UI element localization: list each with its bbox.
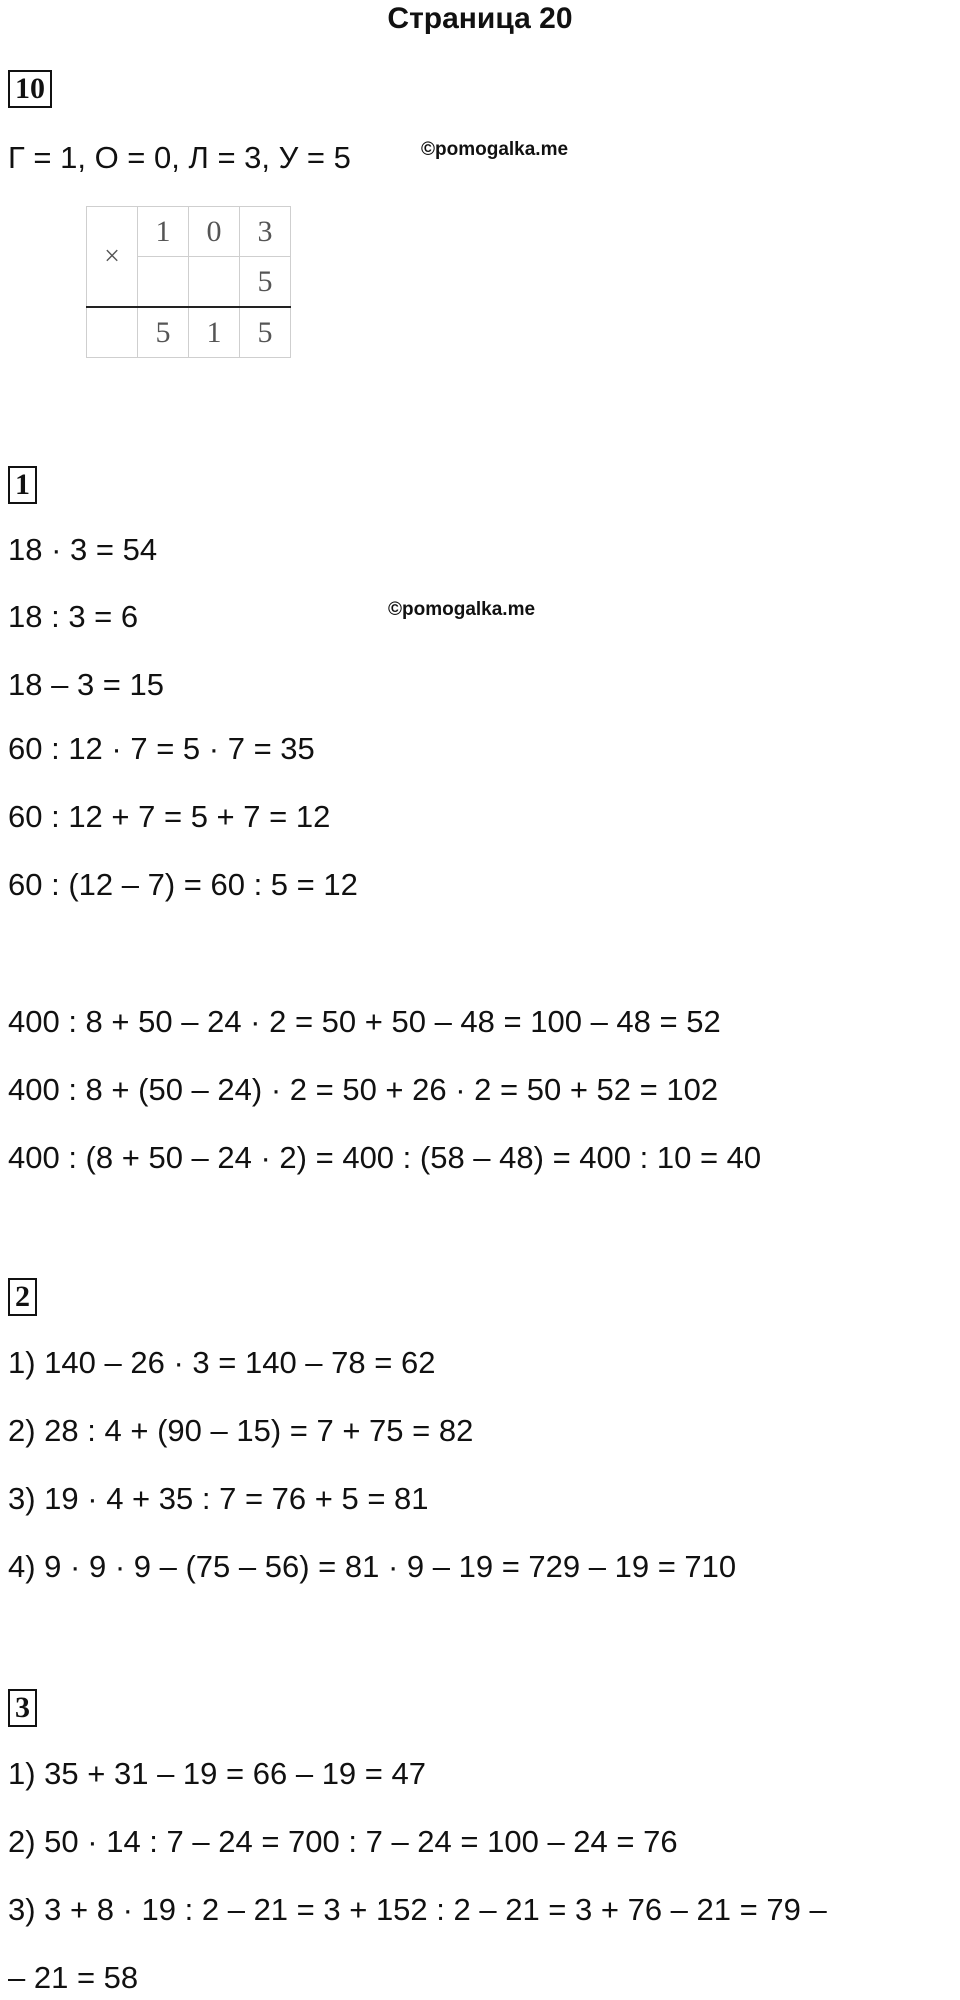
- task10-line: Г = 1, О = 0, Л = 3, У = 5: [8, 140, 351, 175]
- task2-line: 4) 9 · 9 · 9 – (75 – 56) = 81 · 9 – 19 = 729 – 19 = 710: [8, 1549, 737, 1584]
- task-number-10: 10: [8, 70, 52, 108]
- table-cell: 5: [138, 307, 189, 358]
- page-title: Страница 20: [387, 2, 573, 35]
- table-cell: 3: [240, 207, 291, 257]
- task1-line: 18 · 3 = 54: [8, 532, 158, 567]
- table-cell: 5: [240, 257, 291, 308]
- task2-line: 3) 19 · 4 + 35 : 7 = 76 + 5 = 81: [8, 1481, 429, 1516]
- task-number-2: 2: [8, 1278, 37, 1316]
- task1-line: 400 : 8 + 50 – 24 · 2 = 50 + 50 – 48 = 100 – 48 = 52: [8, 1004, 721, 1039]
- task-number-3: 3: [8, 1689, 37, 1727]
- table-cell: 0: [189, 207, 240, 257]
- task3-line: 1) 35 + 31 – 19 = 66 – 19 = 47: [8, 1756, 426, 1791]
- task2-line: 2) 28 : 4 + (90 – 15) = 7 + 75 = 82: [8, 1413, 474, 1448]
- multiply-sign: ×: [87, 207, 138, 308]
- multiplication-table: [86, 206, 291, 358]
- task1-line: 60 : 12 · 7 = 5 · 7 = 35: [8, 731, 315, 766]
- task3-line: 2) 50 · 14 : 7 – 24 = 700 : 7 – 24 = 100 – 24 = 76: [8, 1824, 678, 1859]
- table-cell: 5: [240, 307, 291, 358]
- table-cell: 1: [189, 307, 240, 358]
- task3-line: – 21 = 58: [8, 1960, 139, 1995]
- task1-line: 400 : 8 + (50 – 24) · 2 = 50 + 26 · 2 = 50 + 52 = 102: [8, 1072, 719, 1107]
- task1-line: 400 : (8 + 50 – 24 · 2) = 400 : (58 – 48) = 400 : 10 = 40: [8, 1140, 762, 1175]
- task1-line: 60 : (12 – 7) = 60 : 5 = 12: [8, 867, 358, 902]
- watermark: ©pomogalka.me: [388, 599, 536, 620]
- task1-line: 18 – 3 = 15: [8, 667, 164, 702]
- table-cell: [138, 257, 189, 308]
- task1-line: 18 : 3 = 6: [8, 599, 139, 634]
- table-cell: [189, 257, 240, 308]
- watermark: ©pomogalka.me: [421, 139, 569, 160]
- task3-line: 3) 3 + 8 · 19 : 2 – 21 = 3 + 152 : 2 – 21 = 3 + 76 – 21 = 79 –: [8, 1892, 827, 1927]
- table-cell: 1: [138, 207, 189, 257]
- task-number-1: 1: [8, 466, 37, 504]
- task1-line: 60 : 12 + 7 = 5 + 7 = 12: [8, 799, 331, 834]
- table-cell: [87, 307, 138, 358]
- task2-line: 1) 140 – 26 · 3 = 140 – 78 = 62: [8, 1345, 436, 1380]
